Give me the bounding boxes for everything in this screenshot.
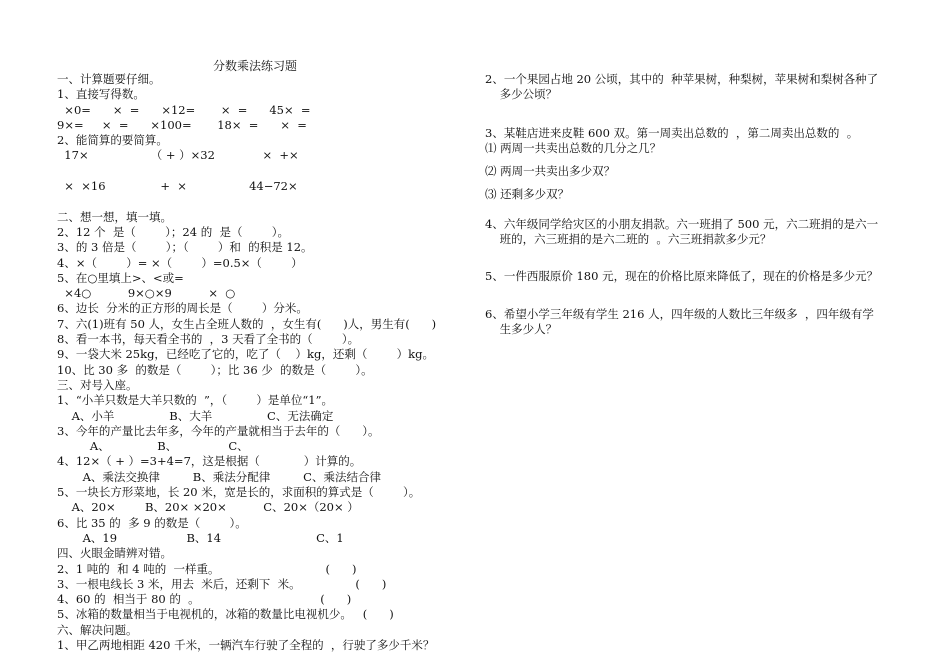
problem-line: 2、一个果园占地 20 公顷，其中的 种苹果树，种梨树，苹果树和梨树各种了 [485, 72, 879, 86]
question-line: 5、一块长方形菜地，长 20 米，宽是长的，求面积的算式是（ ）。 [57, 485, 421, 500]
question-line: 5、在○里填上>、<或= [57, 270, 184, 285]
question-line: 4、60 的 相当于 80 的 。 ( ) [57, 592, 352, 607]
question-line: 8、看一本书，每天看全书的 ，3 天看了全书的（ ）。 [57, 332, 360, 347]
problem-block [485, 307, 910, 338]
spacer [485, 103, 910, 126]
question-line: A、小羊 B、大羊 C、无法确定 [57, 408, 334, 423]
spacer [485, 247, 910, 269]
problem-line: ⑶ 还剩多少双？ [485, 187, 570, 202]
question-line: A、20× B、20× ×20× C、20×（20× ） [57, 500, 359, 515]
question-line: 7、六(1)班有 50 人，女生占全班人数的 ，女生有( )人，男生有( ) [57, 316, 437, 331]
question-line: 3、今年的产量比去年多，今年的产量就相当于去年的（ ）。 [57, 423, 380, 438]
question-line: A、乘法交换律 B、乘法分配律 C、乘法结合律 [57, 469, 381, 484]
problem-line: 班的，六三班捐的是六二班的 。六三班捐款多少元？ [485, 232, 772, 247]
problem-block [485, 126, 910, 157]
question-line: ×4○ 9×○×9 × ○ [57, 286, 236, 301]
question-line: ×0= × = ×12= × = 45× = [57, 102, 311, 117]
question-line: 4、12×（ + ）=3+4=7，这是根据（ ）计算的。 [57, 454, 362, 469]
question-line: 1、直接写得数。 [57, 87, 145, 102]
question-line: A、19 B、14 C、1 [57, 530, 344, 545]
worksheet-title: 分数乘法练习题 [212, 59, 297, 73]
question-line: 17× （ + ）×32 × +× [57, 148, 299, 163]
question-line: 2、12 个 是（ ）；24 的 是（ ）。 [57, 224, 290, 239]
question-line: × ×16 + × 44−72× [57, 179, 298, 194]
question-line [57, 194, 482, 209]
question-line: 6、比 35 的 多 9 的数是（ ）。 [57, 515, 247, 530]
question-line: 3、的 3 倍是（ ）；（ ）和 的积是 12。 [57, 240, 313, 255]
problem-line: 多少公顷？ [485, 87, 558, 102]
question-line: 5、冰箱的数量相当于电视机的，冰箱的数量比电视机少。 ( ) [57, 607, 394, 622]
right-column [485, 72, 910, 337]
left-column [57, 72, 482, 653]
question-line: 六、解决问题。 [57, 622, 138, 637]
question-line [57, 164, 482, 179]
question-line: 2、能简算的要简算。 [57, 133, 168, 148]
problem-block [485, 187, 910, 202]
problem-line: ⑴ 两周一共卖出总数的几分之几？ [485, 140, 662, 155]
spacer [485, 285, 910, 307]
question-line: 1、甲乙两地相距 420 千米，一辆汽车行驶了全程的 ，行驶了多少千米？ [57, 637, 435, 652]
problem-line: 生多少人？ [485, 321, 558, 336]
problem-block [485, 269, 910, 284]
question-line: 9×= × = ×100= 18× = × = [57, 117, 307, 132]
problem-line: ⑵ 两周一共卖出多少双？ [485, 164, 616, 179]
question-line: 10、比 30 多 的数是（ ）；比 36 少 的数是（ ）。 [57, 362, 373, 377]
question-line: 四、火眼金睛辨对错。 [57, 546, 172, 561]
problem-line: 4、六年级同学给灾区的小朋友捐款。六一班捐了 500 元，六二班捐的是六一 [485, 216, 879, 231]
spacer [485, 156, 910, 164]
question-line: 4、×（ ）= ×（ ）=0.5×（ ） [57, 255, 303, 270]
question-line: 1、“小羊只数是大羊只数的 ”，（ ）是单位“1”。 [57, 393, 333, 408]
question-line: 9、一袋大米 25kg，已经吃了它的，吃了（ ）kg，还剩（ ）kg。 [57, 347, 434, 362]
problem-block [485, 72, 910, 103]
problem-line: 3、某鞋店进来皮鞋 600 双。第一周卖出总数的 ，第二周卖出总数的 。 [485, 125, 859, 140]
problem-block [485, 217, 910, 248]
spacer [485, 179, 910, 187]
question-line: 3、一根电线长 3 米，用去 米后，还剩下 米。 ( ) [57, 576, 387, 591]
problem-line: 5、一件西服原价 180 元，现在的价格比原来降低了，现在的价格是多少元？ [485, 269, 879, 284]
problem-line: 6、希望小学三年级有学生 216 人，四年级的人数比三年级多 ，四年级有学 [485, 306, 874, 321]
problem-block [485, 164, 910, 179]
question-line: A、 B、 C、 [57, 439, 249, 454]
question-line: 一、计算题要仔细。 [57, 72, 161, 86]
question-line: 三、对号入座。 [57, 377, 138, 392]
spacer [485, 203, 910, 217]
question-line: 二、想一想，填一填。 [57, 209, 172, 224]
question-line: 2、1 吨的 和 4 吨的 一样重。 ( ) [57, 561, 357, 576]
question-line: 6、边长 分米的正方形的周长是（ ）分米。 [57, 301, 308, 316]
